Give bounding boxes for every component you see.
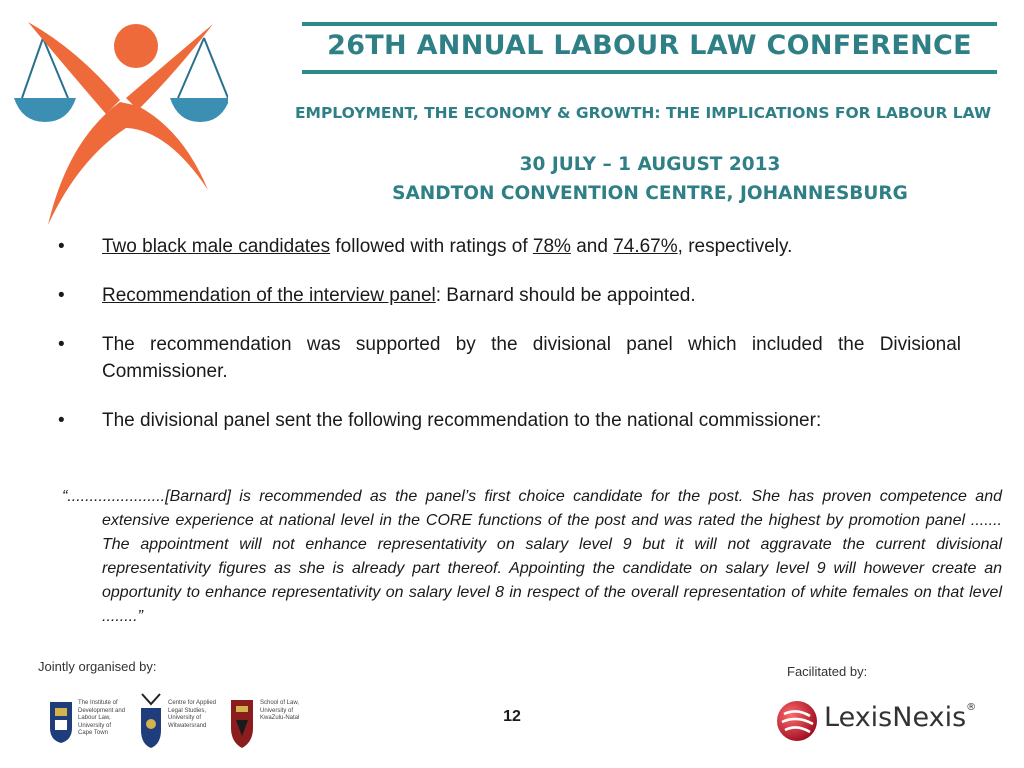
bullet-marker: • — [58, 334, 65, 355]
partner-line: University of — [78, 722, 112, 729]
bullet-text: and — [570, 236, 614, 257]
scales-of-justice-logo — [8, 10, 228, 235]
rating-value: 74.67% — [613, 236, 678, 257]
bullet-item — [58, 233, 961, 260]
partner-line: Cape Town — [78, 730, 108, 736]
header-rule-bottom — [302, 70, 997, 74]
bullet-text: : Barnard should be appointed. — [435, 285, 696, 306]
conference-title: 26TH ANNUAL LABOUR LAW CONFERENCE — [327, 30, 972, 61]
uct-crest-icon — [48, 700, 74, 744]
recommendation-quote: “......................[Barnard] is recommended as the panel’s first choice candidate for the post. She has proven competence and extensive experience at national level in the CORE functions of the post and was rated the highest by promotion panel ....... The appointment will not enhance representativity on salary level 9 but it will not aggravate the current divisional representativity figures as she is already part thereof. Appointing the candidate on salary level 9 will however create an opportunity to enhance representativity on salary level 8 in respect of the overall representation of white females on that level ........” — [62, 488, 1002, 625]
lexisnexis-sphere-icon — [776, 700, 818, 742]
conference-date-venue — [300, 150, 1000, 208]
bullet-text: , respectively. — [677, 236, 793, 257]
wits-crest-icon — [138, 690, 164, 750]
jointly-organised-label: Jointly organised by: — [38, 659, 157, 674]
bullet-marker: • — [58, 285, 65, 306]
sponsor-name: LexisNexis — [824, 702, 967, 733]
lexisnexis-wordmark — [824, 702, 976, 733]
partner-line: KwaZulu-Natal — [260, 715, 300, 721]
conference-venue: SANDTON CONVENTION CENTRE, JOHANNESBURG — [392, 183, 908, 204]
partner-line: Development and — [78, 707, 126, 714]
conference-dates: 30 JULY – 1 AUGUST 2013 — [519, 154, 781, 175]
partner-logos — [42, 690, 312, 758]
ukzn-crest-icon — [228, 696, 256, 750]
registered-mark: ® — [966, 702, 977, 713]
rating-value: 78% — [532, 236, 571, 257]
bullet-marker: • — [58, 410, 65, 431]
partner-ukzn-text — [260, 700, 299, 723]
bullet-text: The recommendation was supported by the divisional panel which included the Divisional Commissioner. — [102, 334, 961, 382]
bullet-list — [58, 233, 961, 456]
conference-subtitle: EMPLOYMENT, THE ECONOMY & GROWTH: THE IMPLICATIONS FOR LABOUR LAW — [294, 104, 992, 122]
partner-line: Centre for Applied — [168, 700, 217, 706]
partner-line: Labour Law, — [78, 715, 111, 721]
partner-uct-text — [78, 700, 125, 738]
bullet-item — [58, 331, 961, 385]
partner-line: University of — [168, 715, 202, 721]
partner-line: The Institute of — [78, 700, 118, 706]
bullet-item — [58, 282, 961, 309]
underlined-text: Two black male candidates — [102, 236, 331, 257]
partner-line: School of Law, — [260, 700, 300, 706]
page-number: 12 — [503, 708, 521, 725]
bullet-marker: • — [58, 236, 65, 257]
partner-line: Witwatersrand — [168, 722, 207, 729]
facilitated-label: Facilitated by: — [787, 664, 868, 679]
underlined-text: Recommendation of the interview panel — [102, 285, 436, 306]
partner-line: University of — [260, 707, 294, 714]
lexisnexis-logo — [774, 698, 1004, 746]
bullet-text: The divisional panel sent the following recommendation to the national commissioner: — [102, 410, 822, 431]
partner-line: Legal Studies, — [168, 707, 207, 714]
bullet-text: followed with ratings of — [330, 236, 533, 257]
header-rule-top — [302, 22, 997, 26]
bullet-item — [58, 407, 961, 434]
partner-wits-text — [168, 700, 216, 730]
